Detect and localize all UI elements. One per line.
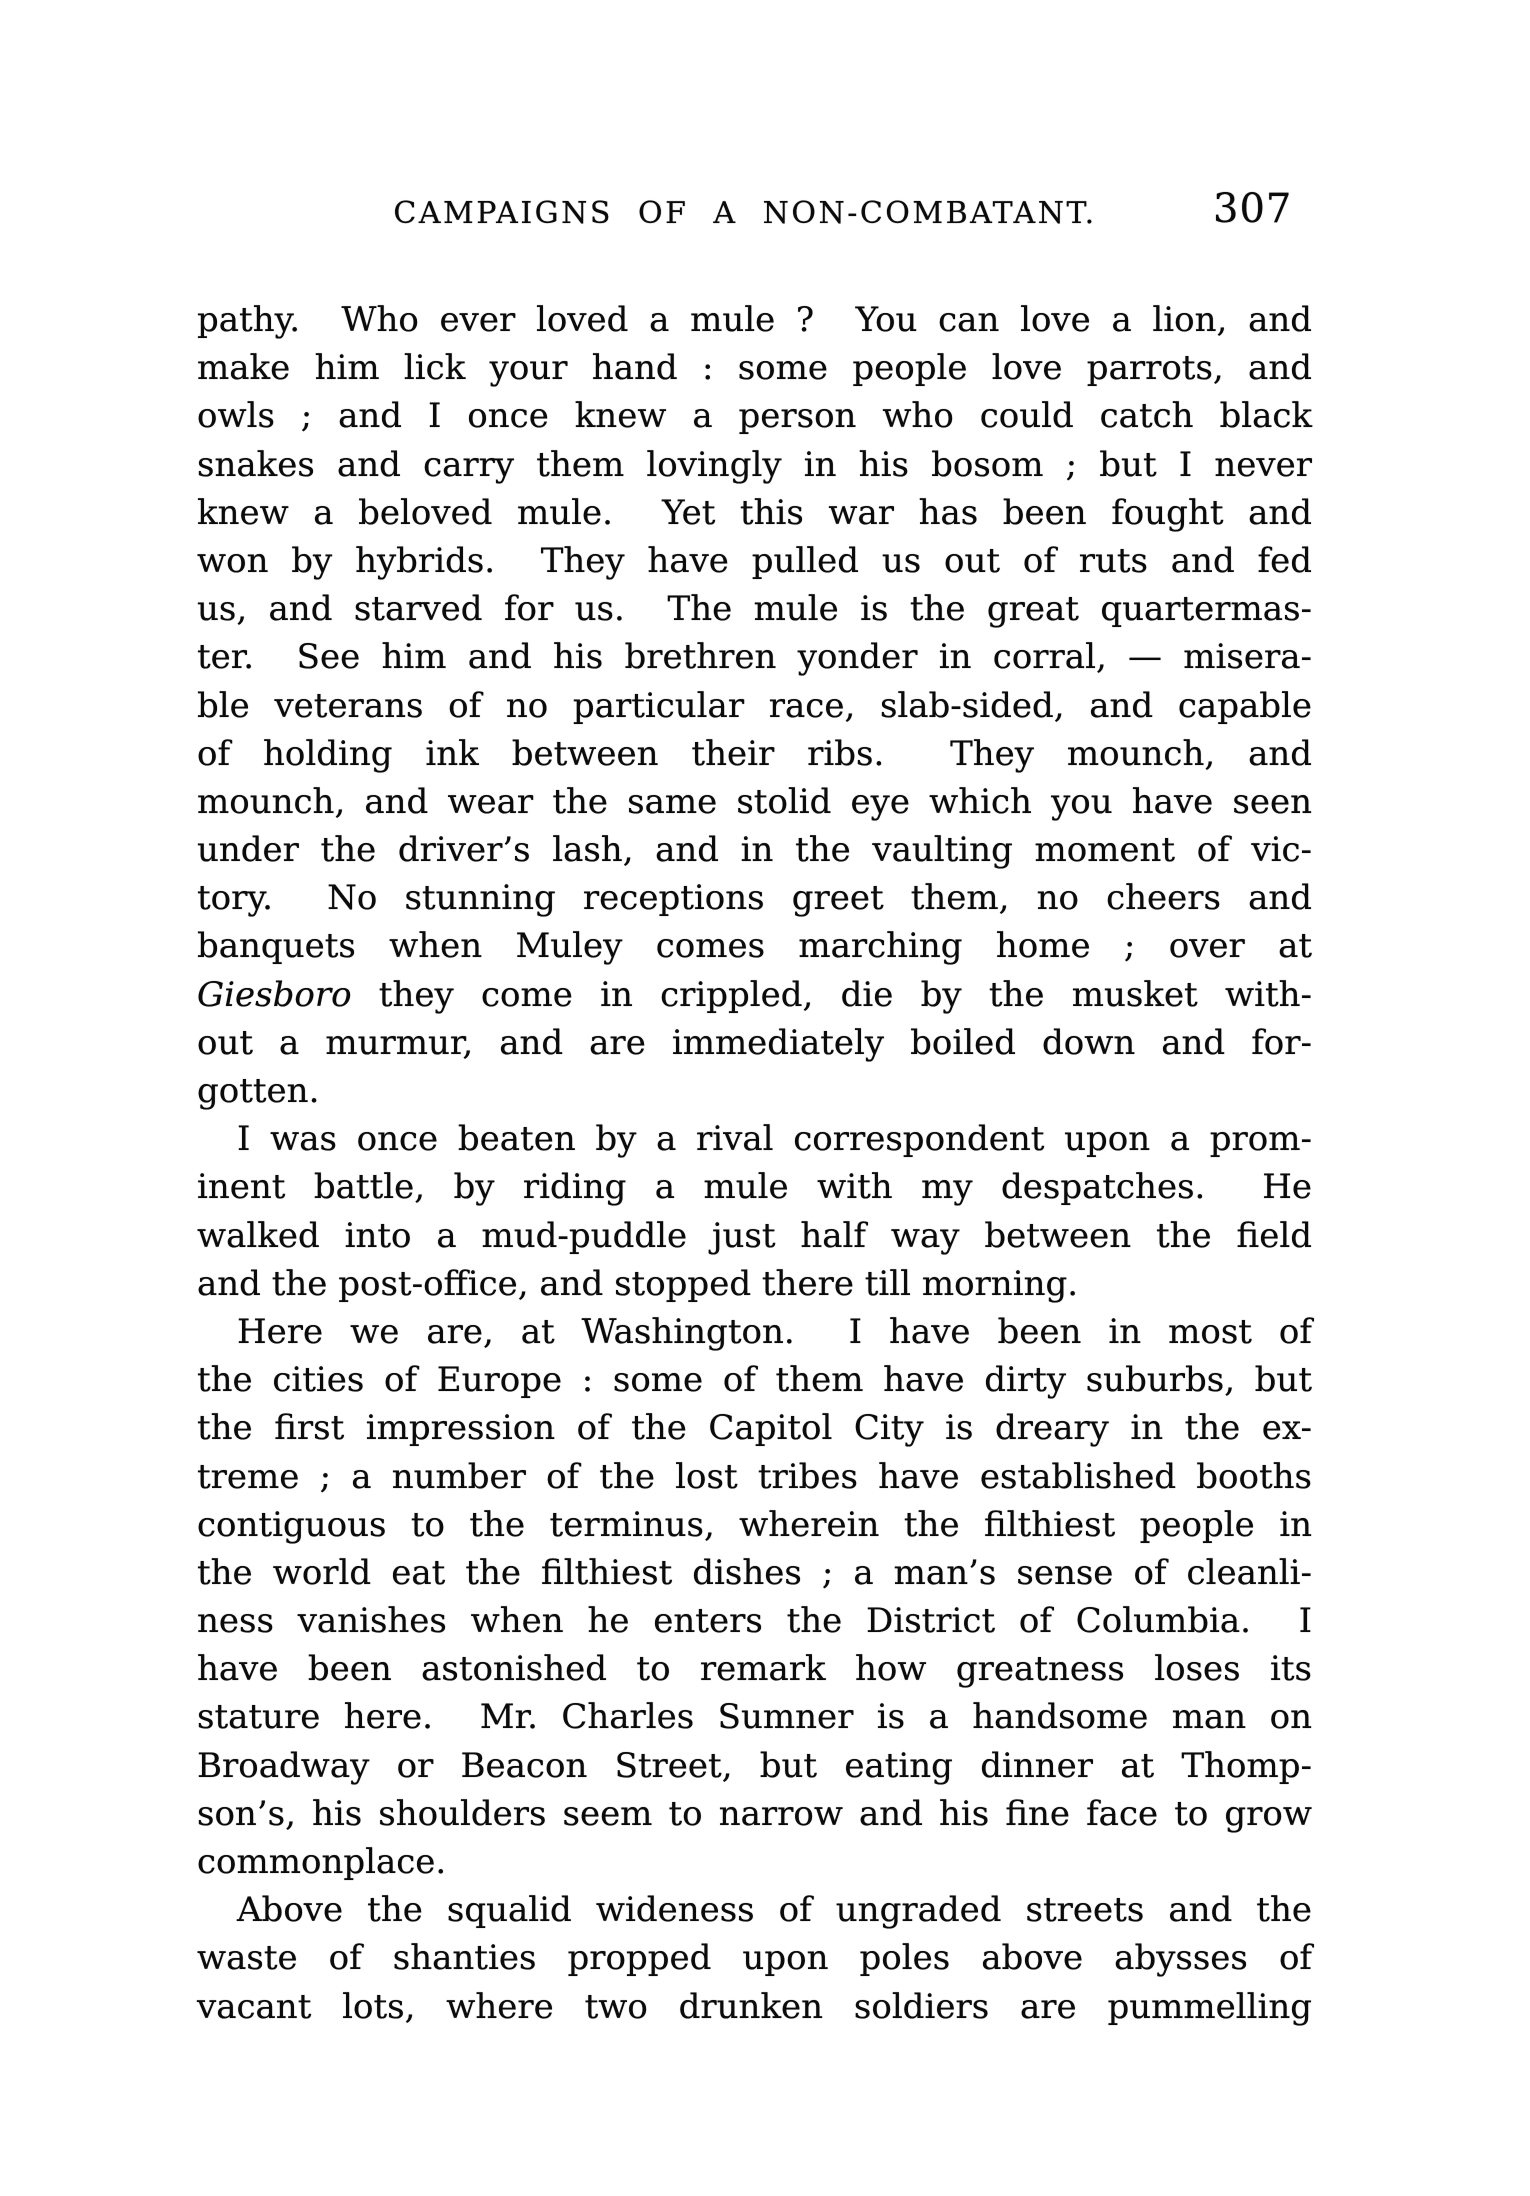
text-segment: out a murmur, and are immediately boiled down and for- xyxy=(197,1022,1312,1063)
text-line xyxy=(197,1983,1312,2031)
text-line xyxy=(197,633,1312,681)
text-line xyxy=(197,1115,1312,1163)
text-line xyxy=(197,1645,1312,1693)
text-line xyxy=(197,296,1312,344)
text-line xyxy=(197,1163,1312,1211)
text-segment: tory. No stunning receptions greet them, no cheers and xyxy=(197,878,1312,919)
text-line xyxy=(197,826,1312,874)
text-line xyxy=(197,1838,1312,1886)
page-body xyxy=(197,296,1312,2031)
text-line xyxy=(197,1934,1312,1982)
text-segment: the world eat the filthiest dishes ; a man’s sense of cleanli- xyxy=(197,1552,1312,1593)
text-line xyxy=(197,1501,1312,1549)
text-segment: stature here. Mr. Charles Sumner is a handsome man on xyxy=(197,1697,1312,1738)
text-line xyxy=(197,1404,1312,1452)
text-segment: Above the squalid wideness of ungraded streets and the xyxy=(237,1890,1312,1931)
text-segment: us, and starved for us. The mule is the great quartermas- xyxy=(197,589,1312,630)
text-line xyxy=(197,730,1312,778)
text-segment: owls ; and I once knew a person who could catch black xyxy=(197,396,1312,437)
text-segment: the first impression of the Capitol City is dreary in the ex- xyxy=(197,1408,1312,1449)
text-line xyxy=(197,1549,1312,1597)
text-segment: ble veterans of no particular race, slab-sided, and capable xyxy=(197,685,1312,726)
text-line xyxy=(197,1790,1312,1838)
text-line xyxy=(197,1308,1312,1356)
text-segment: waste of shanties propped upon poles above abysses of xyxy=(197,1938,1312,1979)
text-segment: contiguous to the terminus, wherein the filthiest people in xyxy=(197,1504,1312,1545)
text-segment: inent battle, by riding a mule with my despatches. He xyxy=(197,1167,1312,1208)
text-segment: knew a beloved mule. Yet this war has been fought and xyxy=(197,492,1312,533)
text-segment: I was once beaten by a rival correspondent upon a prom- xyxy=(237,1119,1312,1160)
text-line xyxy=(197,1693,1312,1741)
text-segment: gotten. xyxy=(197,1071,320,1111)
text-line xyxy=(197,1067,1312,1115)
text-segment: pathy. Who ever loved a mule ? You can love a lion, and xyxy=(197,300,1312,340)
text-segment: commonplace. xyxy=(197,1842,447,1882)
paragraph xyxy=(197,1115,1312,1308)
text-segment: they come in crippled, die by the musket with- xyxy=(351,974,1312,1015)
text-line xyxy=(197,344,1312,392)
text-segment: mounch, and wear the same stolid eye which you have seen xyxy=(197,781,1312,822)
text-line xyxy=(197,1356,1312,1404)
text-line xyxy=(197,1742,1312,1790)
text-line xyxy=(197,489,1312,537)
text-line xyxy=(197,441,1312,489)
text-segment: snakes and carry them lovingly in his bosom ; but I never xyxy=(197,444,1312,485)
text-segment: have been astonished to remark how greatness loses its xyxy=(197,1649,1312,1690)
text-segment: make him lick your hand : some people love parrots, and xyxy=(197,348,1312,389)
text-segment: and the post-office, and stopped there till morning. xyxy=(197,1263,1079,1304)
text-line xyxy=(197,874,1312,922)
text-segment: son’s, his shoulders seem to narrow and his fine face to grow xyxy=(197,1793,1312,1834)
text-segment: Broadway or Beacon Street, but eating dinner at Thomp- xyxy=(197,1745,1312,1786)
text-segment: ter. See him and his brethren yonder in corral, — misera- xyxy=(197,637,1312,678)
text-line xyxy=(197,537,1312,585)
text-line xyxy=(197,682,1312,730)
text-segment: banquets when Muley comes marching home ; over at xyxy=(197,926,1312,967)
running-header-title: CAMPAIGNS OF A NON-COMBATANT. xyxy=(393,196,1097,231)
text-segment: of holding ink between their ribs. They mounch, and xyxy=(197,733,1312,774)
text-line xyxy=(197,392,1312,440)
paragraph xyxy=(197,1308,1312,1886)
text-line xyxy=(197,778,1312,826)
text-segment: walked into a mud-puddle just half way between the field xyxy=(197,1215,1312,1256)
page-number: 307 xyxy=(1213,186,1293,232)
text-segment: treme ; a number of the lost tribes have established booths xyxy=(197,1456,1312,1497)
italic-text: Giesboro xyxy=(197,974,352,1015)
text-segment: the cities of Europe : some of them have dirty suburbs, but xyxy=(197,1360,1312,1401)
text-line xyxy=(197,1886,1312,1934)
text-segment: Here we are, at Washington. I have been in most of xyxy=(237,1311,1312,1352)
text-line xyxy=(197,1260,1312,1308)
text-segment: vacant lots, where two drunken soldiers are pummelling xyxy=(197,1986,1312,2027)
text-segment: ness vanishes when he enters the District of Columbia. I xyxy=(197,1601,1312,1642)
text-line xyxy=(197,971,1312,1019)
text-line xyxy=(197,585,1312,633)
text-segment: won by hybrids. They have pulled us out of ruts and fed xyxy=(197,540,1312,581)
text-line xyxy=(197,1019,1312,1067)
text-segment: under the driver’s lash, and in the vaulting moment of vic- xyxy=(197,830,1312,871)
text-line xyxy=(197,922,1312,970)
paragraph xyxy=(197,1886,1312,2031)
text-line xyxy=(197,1597,1312,1645)
text-line xyxy=(197,1212,1312,1260)
paragraph xyxy=(197,296,1312,1115)
text-line xyxy=(197,1453,1312,1501)
